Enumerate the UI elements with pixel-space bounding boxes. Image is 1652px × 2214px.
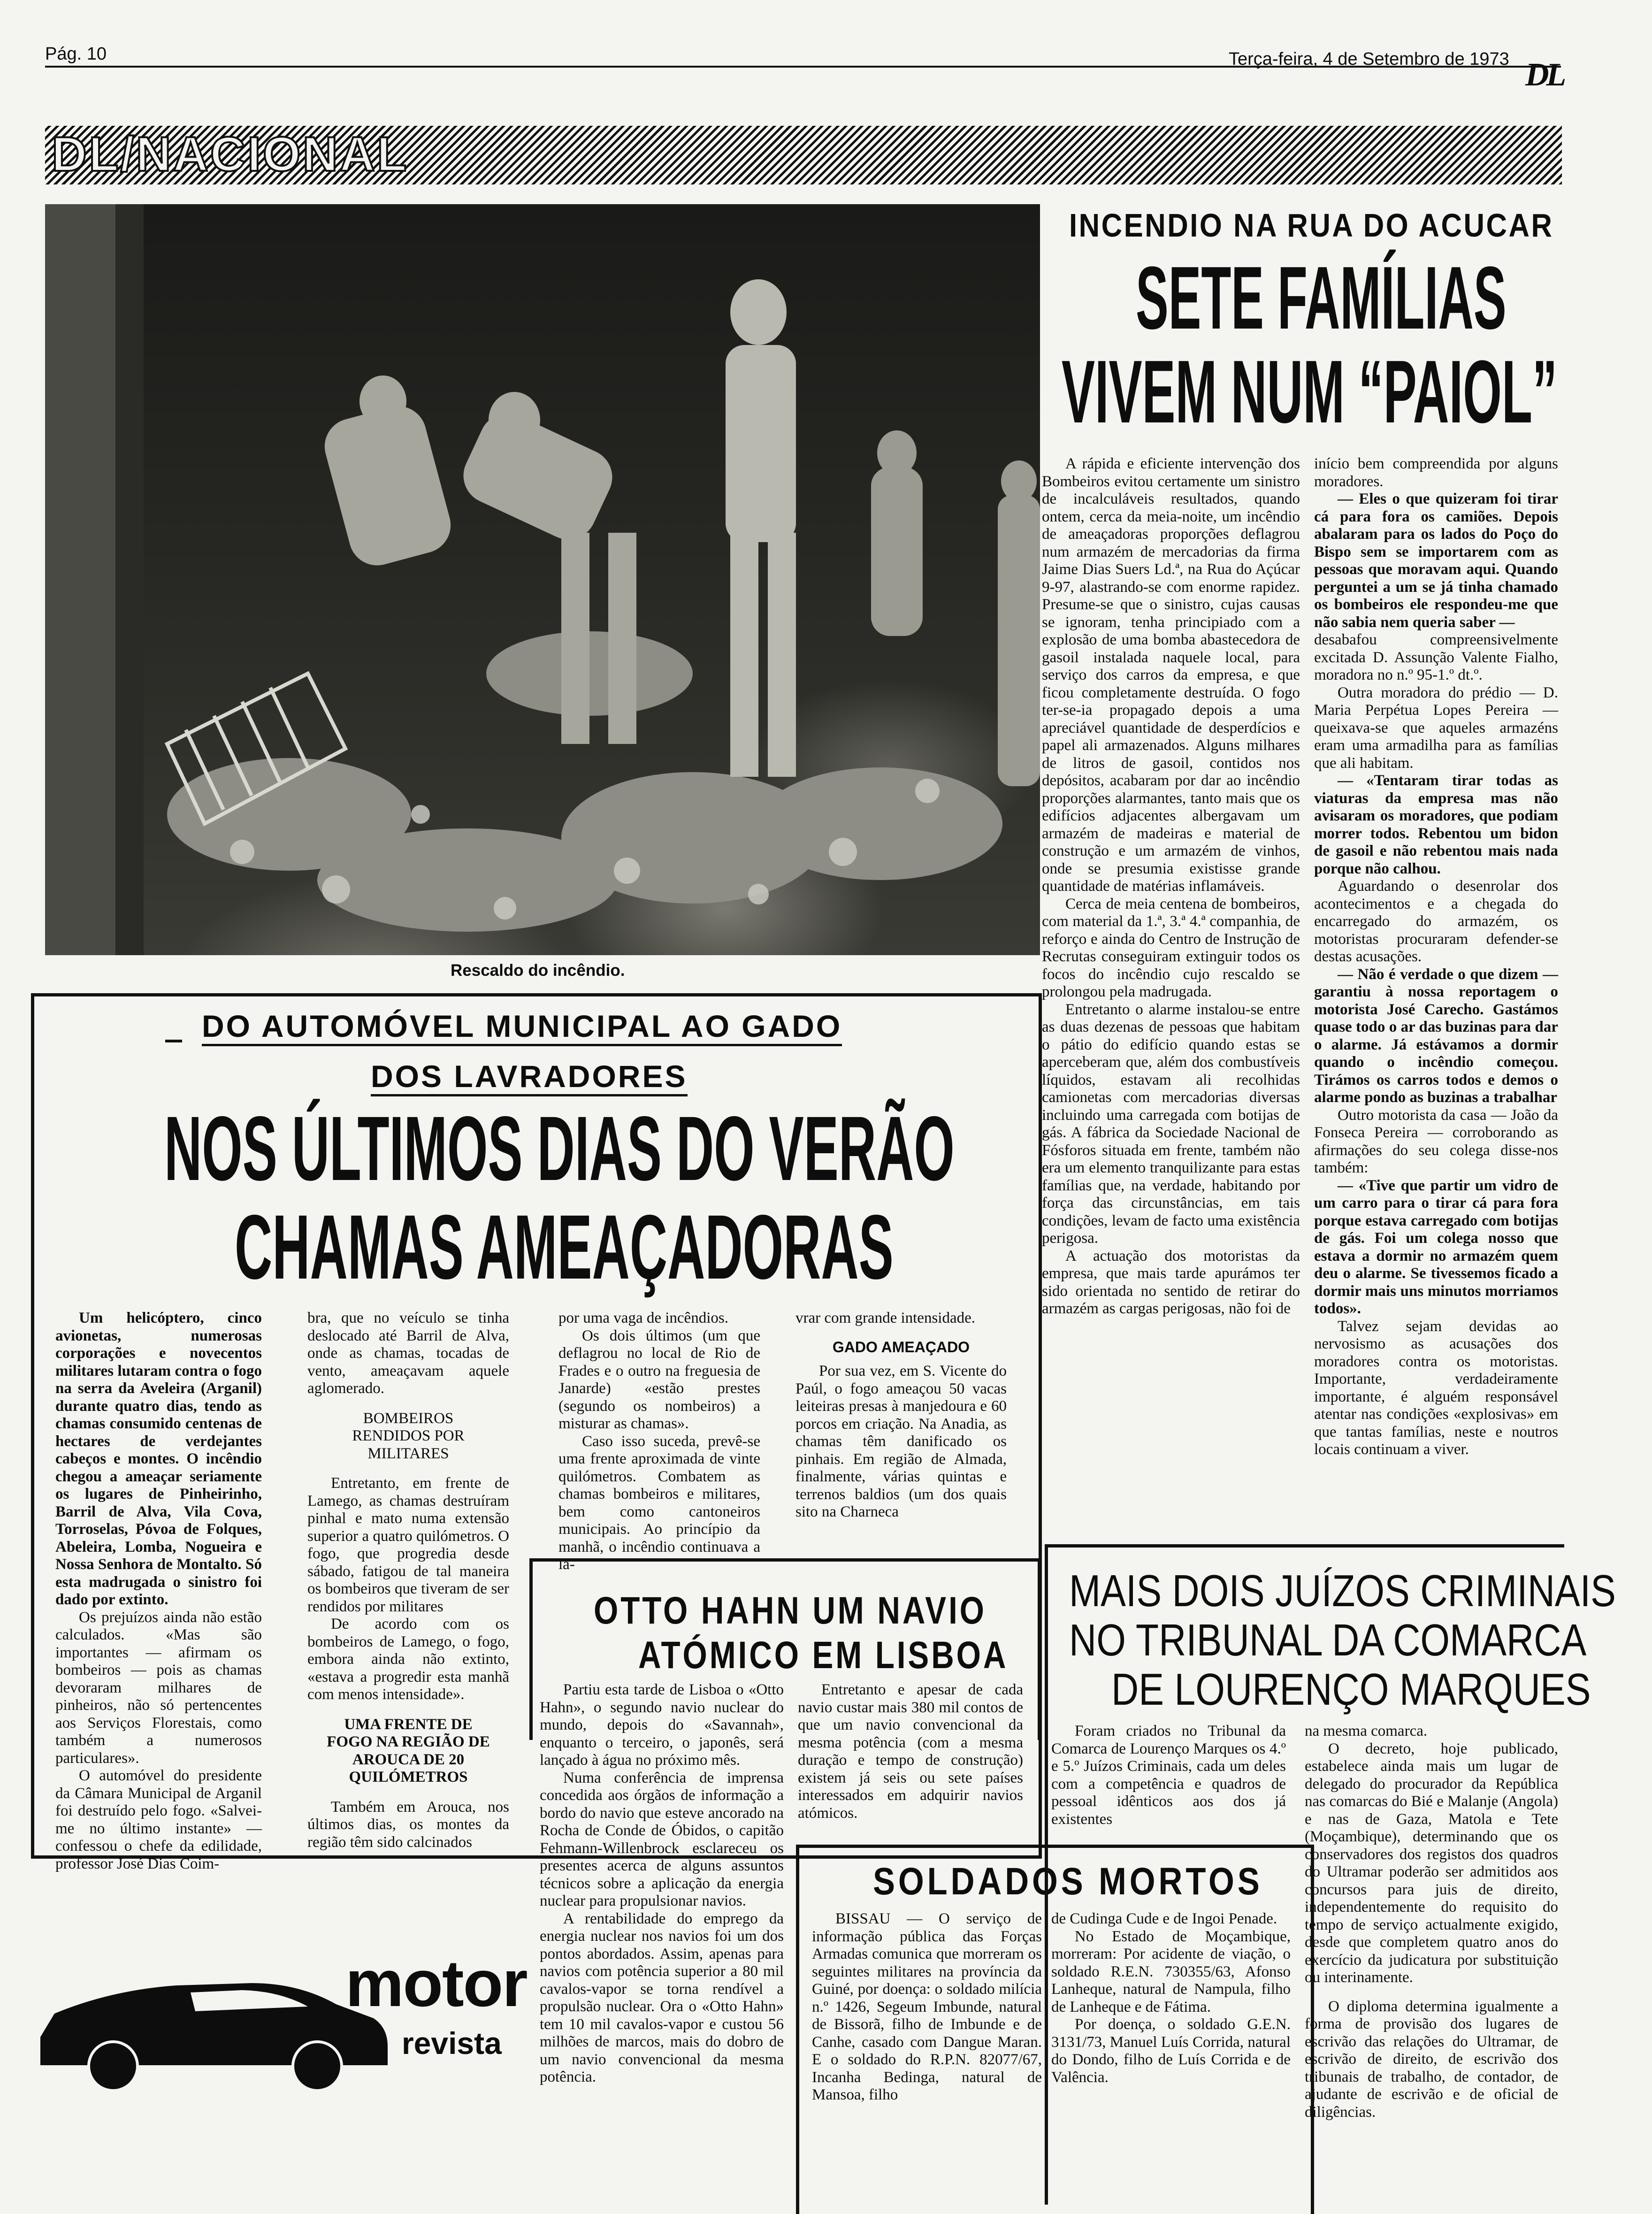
verao-paragraph: Os dois últimos (um que deflagrou no local de Rio de Frades e o outro na freguesia de Janarde) «estão prestes (segundo os nombeiros) a misturar as chamas». <box>558 1327 760 1432</box>
incendio-paragraph: Outra moradora do prédio — D. Maria Perpétua Lopes Pereira — queixava-se que aqueles armazéns eram uma armadilha para as famílias que ali habitam. <box>1314 684 1558 772</box>
verao-paragraph: O automóvel do presidente da Câmara Municipal de Arganil foi destruído pelo fogo. «Salvei-me no último instante» — confessou o chefe da edilidade, professor José Dias Coim- <box>55 1767 262 1872</box>
soldados-column-1 <box>812 1910 1042 2104</box>
incendio-column-2 <box>1314 455 1558 1459</box>
juizos-title-line2: NO TRIBUNAL DA COMARCA <box>1069 1615 1587 1665</box>
juizos-paragraph: O diploma determina igualmente a forma de provisão dos lugares de escrivão das relações do Ultramar, de escrivão de direito, de escrivão dos tribunais de trabalho, de contador, de ajudante de escrivão e de oficial de diligências. <box>1305 1998 1558 2121</box>
section-banner-title: DL/NACIONAL <box>52 127 409 182</box>
otto-column-2 <box>798 1681 1023 1822</box>
verao-paragraph: Os prejuízos ainda não estão calculados. «Mas são importantes — afirmam os bombeiros — pois as chamas devoraram milhares de pinheiros, não só pertencentes aos Serviços Florestais, como também a numerosos particulares». <box>55 1609 262 1767</box>
verao-subhead: GADO AMEAÇADO <box>832 1338 970 1356</box>
juizos-paragraph: na mesma comarca. <box>1305 1723 1428 1739</box>
motor-sub: revista <box>402 2026 502 2061</box>
incendio-quote: — «Tive que partir um vidro de um carro para o tirar cá para fora porque estava carregado com botijas de gás. Foi um colega nosso que estava a dormir no armazém quem deu o alarme. Se tivessemos ficado a dormir mais uns minutos morriamos todos». <box>1314 1177 1558 1317</box>
verao-column-4 <box>795 1310 1007 1521</box>
fire-aftermath-photo <box>45 204 1040 955</box>
incendio-paragraph: Entretanto o alarme instalou-se entre as duas dezenas de pessoas que habitam o pátio do edifício quando estas se aperceberam que, além dos combustíveis líquidos, estavam ali recolhidas camionetas com mercadorias diversas incluindo uma carregada com botijas de gás. A fábrica da Sociedade Nacional de Fósforos situada em frente, também não era um elemento tranquilizante para estas famílias que, na verdade, habitando por força das circunstâncias, em tais condições, levam de facto uma existência perigosa. <box>1042 1001 1300 1247</box>
verao-paragraph: Caso isso suceda, prevê-se uma frente aproximada de vinte quilómetros. Combatem as chamas bombeiros e militares, bem como cantoneiros municipais. Ao princípio da manhã, o incêndio continuava a la- <box>558 1433 760 1573</box>
incendio-column-1 <box>1042 455 1300 1318</box>
otto-column-1 <box>540 1681 784 2086</box>
verao-subhead: BOMBEIROS RENDIDOS POR MILITARES <box>352 1410 465 1462</box>
otto-paragraph: Numa conferência de imprensa concedida aos órgãos de informação a bordo do navio que esteve ancorado na Rocha de Conde de Óbidos, o capitão Fehmann-Willenbrock esclareceu os presentes acerca de alguns assuntos técnicos sobre a aplicação da energia nuclear para propulsionar navios. <box>540 1769 784 1909</box>
incendio-quote: — Eles o que quizeram foi tirar cá para fora os camiões. Depois abalaram para os lados do Poço do Bispo sem se importarem com as pessoas que moravam aqui. Quando perguntei a um se já tinha chamado os bombeiros ele respondeu-me que não sabia nem queria saber — <box>1314 490 1558 631</box>
newspaper-logo: DL <box>1525 57 1564 93</box>
car-silhouette-icon <box>36 1957 392 2098</box>
soldados-paragraph: de Cudinga Cude e de Ingoi Penade. <box>1051 1910 1277 1927</box>
verao-paragraph: De acordo com os bombeiros de Lamego, o fogo, embora ainda não extinto, «estava a progredir esta manhã com menos intensidade». <box>307 1616 509 1703</box>
verao-lead: Um helicóptero, cinco avionetas, numerosas corporações e novecentos militares lutaram contra o fogo na serra da Aveleira (Arganil) durante quatro dias, tendo as chamas consumido centenas de hectares de verdejantes cabeços e montes. O incêndio chegou a ameaçar seriamente os lugares de Pinheirinho, Barril de Alva, Vila Cova, Torroselas, Póvoa de Folques, Abeleira, Lomba, Nogueira e Nossa Senhora de Montalto. Só esta madrugada o sinistro foi dado por extinto. <box>55 1310 262 1608</box>
incendio-quote: — «Tentaram tirar todas as viaturas da empresa mas não avisaram os moradores, que podiam morrer todos. Rebentou um bidon de gasoil e não rebentou mais nada porque não calhou. <box>1314 772 1558 877</box>
incendio-paragraph: desabafou compreensivelmente excitada D. Assunção Valente Fialho, moradora no n.º 95-1.º dt.º. <box>1314 631 1558 683</box>
incendio-title-line1: SETE FAMÍLIAS <box>1136 248 1507 348</box>
incendio-paragraph: início bem compreendida por alguns moradores. <box>1314 455 1558 490</box>
incendio-kicker: INCENDIO NA RUA DO ACUCAR <box>1069 207 1554 244</box>
juizos-title-line1: MAIS DOIS JUÍZOS CRIMINAIS <box>1069 1566 1616 1616</box>
page-number: Pág. 10 <box>45 44 107 64</box>
verao-column-3 <box>558 1310 760 1574</box>
motor-revista-ad <box>36 1906 527 2122</box>
juizos-paragraph: O decreto, hoje publicado, estabelece ainda mais um lugar de delegado do procurador da República nas comarcas do Bié e Malanje (Angola) e nas de Gaza, Matola e Tete (Moçambique), determinando que os conservadores dos registos dos quadros do Ultramar poderão ser admitidos aos concursos para juis de direito, independentemente do requisito do tempo de serviço actualmente exigido, desde que completem quatro anos do exercício da judicatura por substituição ou interinamente. <box>1305 1740 1558 1986</box>
incendio-paragraph: Talvez sejam devidas ao nervosismo as acusações dos moradores contra os motoristas. Importante, verdadeiramente importante, é alguém responsável atentar nas condições «explosivas» em que tantas famílias, neste e noutros locais continuam a viver. <box>1314 1318 1558 1458</box>
otto-title-line2: ATÓMICO EM LISBOA <box>638 1634 1009 1677</box>
incendio-paragraph: A actuação dos motoristas da empresa, que mais tarde apurámos ter sido orientada no sentido de retirar do armazém as cargas perigosas, não foi de <box>1042 1247 1300 1317</box>
motor-brand: motor <box>345 1946 527 2020</box>
otto-paragraph: Partiu esta tarde de Lisboa o «Otto Hahn», o segundo navio nuclear do mundo, depois do «Savannah», enquanto o terceiro, o japonês, será lançado à água no próximo mês. <box>540 1681 784 1769</box>
incendio-quote: — Não é verdade o que dizem — garantiu à nossa reportagem o motorista José Carecho. Gastámos quase todo o ar das buzinas para dar o alarme. Já estávamos a dormir quando o incêndio começou. Tirámos os carros todos e demos o alarme pondo as buzinas a trabalhar <box>1314 965 1558 1106</box>
verao-paragraph: vrar com grande intensidade. <box>795 1310 976 1326</box>
verao-paragraph: por uma vaga de incêndios. <box>558 1310 728 1326</box>
verao-title-line1: NOS ÚLTIMOS DIAS DO VERÃO <box>164 1097 955 1200</box>
verao-paragraph: Por sua vez, em S. Vicente do Paúl, o fogo ameaçou 50 vacas leiteiras presas à manjedoura e 60 porcos em criação. Na Anadia, as chamas têm danificado os pinhais. Em região de Almada, finalmente, várias quintas e terrenos baldios (um dos quais sito na Charneca <box>795 1363 1007 1520</box>
verao-column-2 <box>307 1310 509 1851</box>
verao-paragraph: bra, que no veículo se tinha deslocado até Barril de Alva, onde as chamas, tocadas de vento, ameaçavam aquele aglomerado. <box>307 1310 509 1397</box>
photo-caption: Rescaldo do incêndio. <box>451 961 625 980</box>
soldados-paragraph: Por doença, o soldado G.E.N. 3131/73, Manuel Luís Corrida, natural do Dondo, filho de Luís Corrida e de Valência. <box>1051 2016 1291 2086</box>
juizos-paragraph: Foram criados no Tribunal da Comarca de Lourenço Marques os 4.º e 5.º Juízos Criminais, cada um deles com a competência e quadros de pessoal idênticos aos dos já existentes <box>1051 1723 1286 1828</box>
incendio-paragraph: Outro motorista da casa — João da Fonseca Pereira — corroborando as afirmações do seu colega disse-nos também: <box>1314 1106 1558 1176</box>
otto-title-line1: OTTO HAHN UM NAVIO <box>594 1589 987 1632</box>
verao-kicker-1: DO AUTOMÓVEL MUNICIPAL AO GADO <box>202 1008 842 1046</box>
soldados-title: SOLDADOS MORTOS <box>873 1860 1263 1903</box>
verao-column-1 <box>55 1310 262 1873</box>
verao-kicker-2: DOS LAVRADORES <box>371 1058 688 1096</box>
verao-title-line2: CHAMAS AMEAÇADORAS <box>235 1196 894 1298</box>
soldados-paragraph: BISSAU — O serviço de informação pública das Forças Armadas comunica que morreram os seguintes militares na província da Guiné, por doença: o soldado milícia n.º 1426, Segeum Imbunde, natural de Bissorã, filho de Imbunde e de Canhe, casado com Dangue Maran. E o soldado do R.P.N. 82077/67, Incanha Bedinga, natural de Mansoa, filho <box>812 1910 1042 2103</box>
firefighters-illustration <box>45 204 1040 955</box>
verao-paragraph: Entretanto, em frente de Lamego, as chamas destruíram pinhal e mato numa extensão superior a quatro quilómetros. O fogo, que progredia desde sábado, fatigou de tal maneira os bombeiros que tiveram de ser rendidos por militares <box>307 1475 509 1615</box>
juizos-column-1 <box>1051 1723 1286 1828</box>
verao-paragraph: Também em Arouca, nos últimos dias, os montes da região têm sido calcinados <box>307 1798 509 1851</box>
incendio-title-line2: VIVEM NUM “PAIOL” <box>1062 342 1558 442</box>
otto-paragraph: Entretanto e apesar de cada navio custar mais 380 mil contos de que um navio convencional da mesma potência (com a mesma duração e tempo de construção) existem já seis ou sete países interessados em adquirir navios atómicos. <box>798 1681 1023 1822</box>
juizos-column-2 <box>1305 1723 1558 2121</box>
otto-paragraph: A rentabilidade do emprego da energia nuclear nos navios foi um dos pontos abordados. Assim, apenas para navios com potência superior a 80 mil cavalos-vapor se torna rendível a propulsão nuclear. Ora o «Otto Hahn» tem 10 mil cavalos-vapor e custou 56 milhões de marcos, mais do dobro de um navio convencional da mesma potência. <box>540 1910 784 2085</box>
verao-kicker-dash <box>165 1040 182 1042</box>
verao-subhead: UMA FRENTE DE FOGO NA REGIÃO DE AROUCA DE 20 QUILÓMETROS <box>327 1716 490 1785</box>
page-date: Terça-feira, 4 de Setembro de 1973 <box>1229 49 1509 69</box>
incendio-paragraph: A rápida e eficiente intervenção dos Bombeiros evitou certamente um sinistro de incalculáveis resultados, quando ontem, cerca da meia-noite, um incêndio de ameaçadoras proporções deflagrou num armazém de mercadorias da firma Jaime Dias Suers Ld.ª, na Rua do Açúcar 9-97, alastrando-se com enorme rapidez. Presume-se que o sinistro, cujas causas se ignoram, tenha principiado com a explosão de uma bomba abastecedora de gasoil instalada naquele local, para serviço dos carros da empresa, e que ficou completamente destruída. O fogo ter-se-ia propagado depois a uma apreciável quantidade de desperdícios e papel ali armazenados. Alguns milhares de litros de gasoil, contidos nos depósitos, acabaram por dar ao incêndio proporções alarmantes, tanto mais que os edifícios adjacentes albergavam um armazém de madeiras e material de construção e um armazém de vinhos, onde se presumia existisse grande quantidade de matérias inflamáveis. <box>1042 455 1300 895</box>
juizos-title-line3: DE LOURENÇO MARQUES <box>1111 1664 1591 1715</box>
incendio-paragraph: Aguardando o desenrolar dos acontecimentos e a chegada do encarregado do armazém, os motoristas procuraram defender-se destas acusações. <box>1314 878 1558 965</box>
soldados-paragraph: No Estado de Moçambique, morreram: Por acidente de viação, o soldado R.E.N. 730355/63, Afonso Lanheque, natural de Nampula, filho de Lanheque e de Fátima. <box>1051 1928 1291 2015</box>
incendio-paragraph: Cerca de meia centena de bombeiros, com material da 1.ª, 3.ª 4.ª companhia, de reforço e ainda do Centro de Instrução de Recrutas conseguiram extinguir todos os focos do incêndio cujo rescaldo se prolongou pela madrugada. <box>1042 895 1300 1000</box>
